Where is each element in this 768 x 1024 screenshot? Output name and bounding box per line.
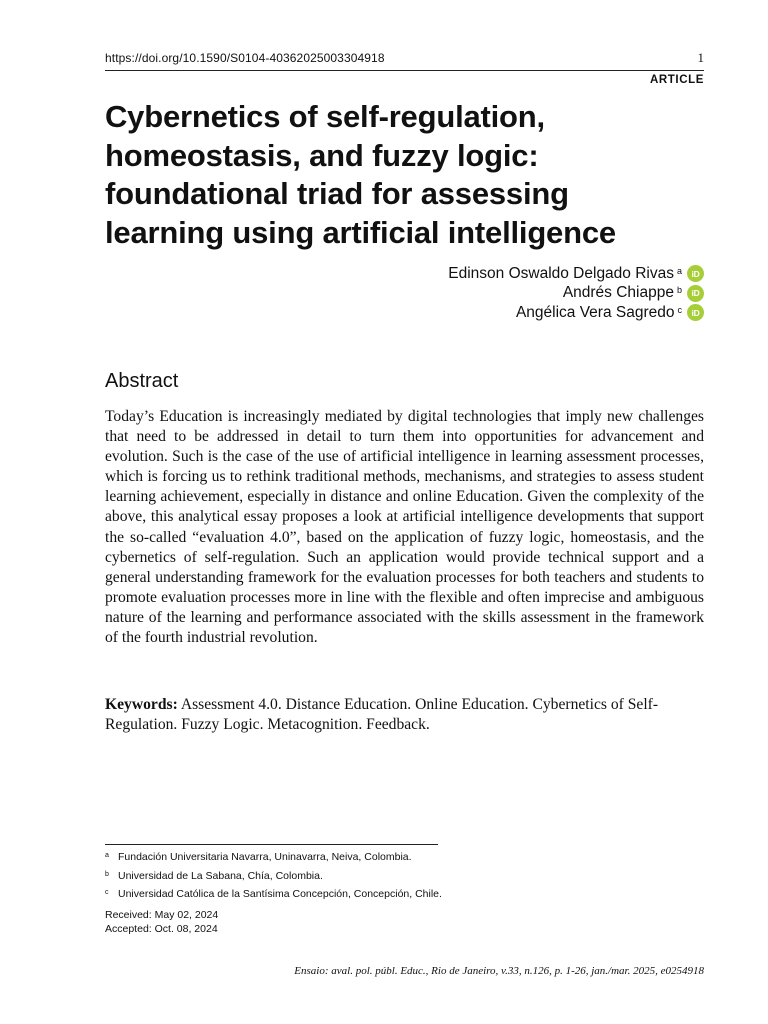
article-title [105, 98, 704, 252]
keywords [105, 695, 704, 735]
footnotes [105, 850, 704, 906]
journal-citation: Ensaio: aval. pol. públ. Educ., Rio de Janeiro, v.33, n.126, p. 1-26, jan./mar. 2025, e0254918 [294, 965, 704, 977]
footnote-mark: b [105, 870, 109, 878]
author-affiliation-mark: b [676, 285, 682, 296]
received-date: Received: May 02, 2024 [105, 909, 219, 921]
author-name: Angélica Vera Sagredo [515, 303, 675, 321]
author-affiliation-mark: a [676, 265, 682, 276]
author-entry [448, 303, 704, 323]
abstract-heading: Abstract [105, 370, 179, 392]
orcid-icon[interactable]: iD [687, 265, 704, 282]
footnote-item [105, 850, 704, 869]
doi-link[interactable]: https://doi.org/10.1590/S0104-40362025003304918 [105, 51, 385, 65]
author-entry [448, 284, 704, 304]
author-affiliation-mark: c [677, 304, 682, 315]
accepted-date: Accepted: Oct. 08, 2024 [105, 922, 218, 935]
footnote-divider [105, 844, 438, 845]
footnote-text: Universidad de La Sabana, Chía, Colombia. [118, 869, 323, 882]
footnote-text: Universidad Católica de la Santísima Concepción, Concepción, Chile. [118, 888, 442, 900]
orcid-icon[interactable]: iD [687, 304, 704, 321]
author-list [448, 264, 704, 323]
title-line: learning using artificial intelligence [105, 214, 616, 250]
author-name: Andrés Chiappe [562, 284, 674, 302]
article-page [105, 0, 704, 1024]
abstract-text: Today’s Education is increasingly mediated by digital technologies that imply new challenges that need to be addressed in detail to turn them into opportunities for advancement and evolution. Such is the case of the use of artificial intelligence in learning assessment processes, which is forcing us to rethink traditional methods, mechanisms, and strategies to assess student learning achievement, especially in distance and online Education. Given the complexity of the above, this analytical essay proposes a look at artificial intelligence developments that support the so-called “evaluation 4.0”, based on the application of fuzzy logic, homeostasis, and the cybernetics of self-regulation. Such an application would provide technical support and a general understanding framework for the evaluation processes for both teachers and students to promote evaluation processes more in line with the flexible and often imprecise and ambiguous nature of the learning and performance associated with the skills assessment in the framework of the fourth industrial revolution. [105, 408, 704, 647]
author-entry [448, 264, 704, 284]
footnote-text: Fundación Universitaria Navarra, Uninavarra, Neiva, Colombia. [118, 851, 412, 863]
section-label: ARTICLE [649, 74, 704, 86]
footnote-mark: a [105, 852, 109, 859]
author-name: Edinson Oswaldo Delgado Rivas [448, 264, 674, 282]
title-line: Cybernetics of self-regulation, [105, 99, 545, 134]
keywords-label: Keywords: [105, 696, 178, 713]
footnote-mark: c [105, 889, 109, 896]
page-number: 1 [697, 50, 704, 65]
orcid-icon[interactable]: iD [687, 285, 704, 302]
footnote-item [105, 869, 704, 888]
title-line: foundational triad for assessing [105, 176, 569, 211]
title-line: homeostasis, and fuzzy logic: [105, 137, 539, 173]
keywords-text: Assessment 4.0. Distance Education. Online Education. Cybernetics of Self-Regulation. Fuzzy Logic. Metacognition. Feedback. [105, 696, 659, 734]
publication-dates [105, 909, 218, 936]
header-bar [105, 50, 704, 71]
footnote-item [105, 887, 704, 906]
